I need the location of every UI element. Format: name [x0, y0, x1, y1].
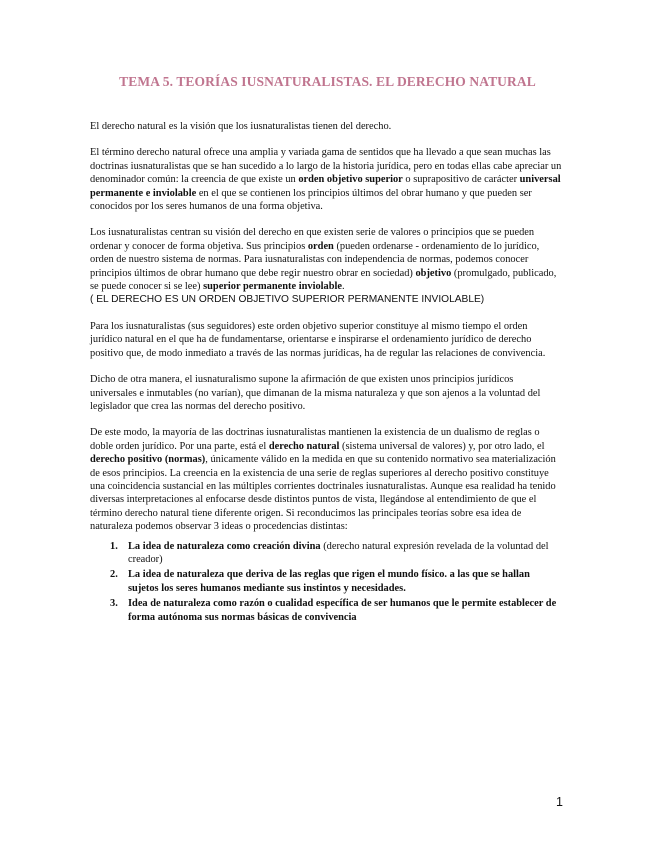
paragraph-3-text-d: (promulgado, publicado, se puede conocer si se lee) [90, 267, 557, 293]
list-item-bold: La idea de naturaleza como creación divina [128, 540, 321, 552]
paragraph-6-text-d: , únicamente válido en la medida en que su contenido normativo sea materialización de esos principios. La creencia en la existencia de una serie de reglas superiores al derecho positivo constituye una coincidencia sustancial en las múltiples corrientes doctrinales iusnaturalistas. Aunque esa realidad ha tenido diversas interpretaciones al enfocarse desde distintos puntos de vista, llegándose al entendimiento de que el término derecho natural tiene diferente origen. Si reconducimos las principales teorías sobre esa idea de naturaleza podemos observar 3 ideas o procedencias distintas: [90, 454, 556, 533]
list-item-number: 2. [110, 569, 118, 581]
paragraph-6-text-c: (sistema universal de valores) y, por otro lado, el [339, 440, 545, 452]
paragraph-3-text-c: (pueden ordenarse - ordenamiento de lo jurídico, orden de nuestro sistema de normas. Para iusnaturalistas con independencia de normas, podemos conocer principios últimos de obrar humano que debe regir nuestro obrar en sociedad) [90, 240, 540, 279]
paragraph-3-bold-objetivo: objetivo [415, 267, 452, 279]
list-item-number: 1. [110, 540, 118, 552]
paragraph-2-bold-universal: universal permanente e inviolable [90, 174, 561, 199]
paragraph-6-bold-derecho-natural: derecho natural [268, 440, 340, 452]
paragraph-3-caps-note: ( EL DERECHO ES UN ORDEN OBJETIVO SUPERIOR PERMANENTE INVIOLABLE) [90, 294, 485, 306]
paragraph-6-text-a: De este modo, la mayoría de las doctrinas iusnaturalistas mantienen la existencia de un dualismo de reglas o doble orden jurídico. Por una parte, está el [90, 427, 540, 452]
list-item-number: 3. [110, 598, 118, 610]
paragraph-2-bold-orden: orden objetivo superior [298, 174, 403, 186]
list-item-bold: La idea de naturaleza que deriva de las reglas que rigen el mundo físico. a las que se hallan sujetos los seres humanos mediante sus instintos y necesidades. [128, 569, 530, 594]
page-number: 1 [556, 795, 563, 809]
list-item [90, 597, 562, 624]
list-item [90, 540, 562, 567]
paragraph-3-bold-orden: orden [307, 240, 334, 252]
paragraph-3-text-e: . [342, 281, 345, 293]
paragraph-6 [90, 426, 562, 533]
paragraph-2-text-a: El término derecho natural ofrece una amplia y variada gama de sentidos que ha llevado a que sean muchas las doctrinas iusnaturalistas que se han sucedido a lo largo de la historia jurídica, pero en todas ellas cabe apreciar un denominador común: la creencia de que existe un [90, 147, 562, 186]
paragraph-2 [90, 146, 562, 213]
paragraph-2-text-d: en el que se contienen los principios últimos del obrar humano y que pueden ser conocidos por los seres humanos de una forma objetiva. [90, 187, 532, 213]
paragraph-5: Dicho de otra manera, el iusnaturalismo supone la afirmación de que existen unos principios jurídicos universales e inmutables (no varían), que dimanan de la misma naturaleza y que son ajenos a la voluntad del legislador que crea las normas del derecho positivo. [90, 374, 541, 412]
list-item [90, 568, 562, 595]
paragraph-3 [90, 226, 562, 306]
paragraph-2-text-c: o suprapositivo de carácter [402, 174, 520, 186]
document-title: TEMA 5. TEORÍAS IUSNATURALISTAS. EL DERECHO NATURAL [119, 74, 536, 89]
document-body [90, 120, 562, 626]
list-item-bold: Idea de naturaleza como razón o cualidad específica de ser humanos que le permite establecer de forma autónoma sus normas básicas de convivencia [128, 598, 557, 623]
paragraph-3-text-a: Los iusnaturalistas centran su visión del derecho en que existen serie de valores o principios que se pueden ordenar y conocer de forma objetiva. Sus principios [90, 227, 535, 252]
paragraph-4: Para los iusnaturalistas (sus seguidores) este orden objetivo superior constituye al mismo tiempo el orden jurídico natural en el que ha de fundamentarse, orientarse e inspirarse el ordenamiento jurídico de derecho positivo que, de modo inmediato a través de las normas jurídicas, ha de regular las relaciones de convivencia. [90, 320, 546, 359]
list-item-text: (derecho natural expresión revelada de la voluntad del creador) [128, 540, 549, 565]
ideas-list [90, 540, 562, 624]
paragraph-1: El derecho natural es la visión que los iusnaturalistas tienen del derecho. [90, 121, 392, 132]
paragraph-3-bold-superior: superior permanente inviolable [203, 281, 343, 293]
paragraph-6-bold-derecho-positivo: derecho positivo (normas) [90, 454, 206, 466]
